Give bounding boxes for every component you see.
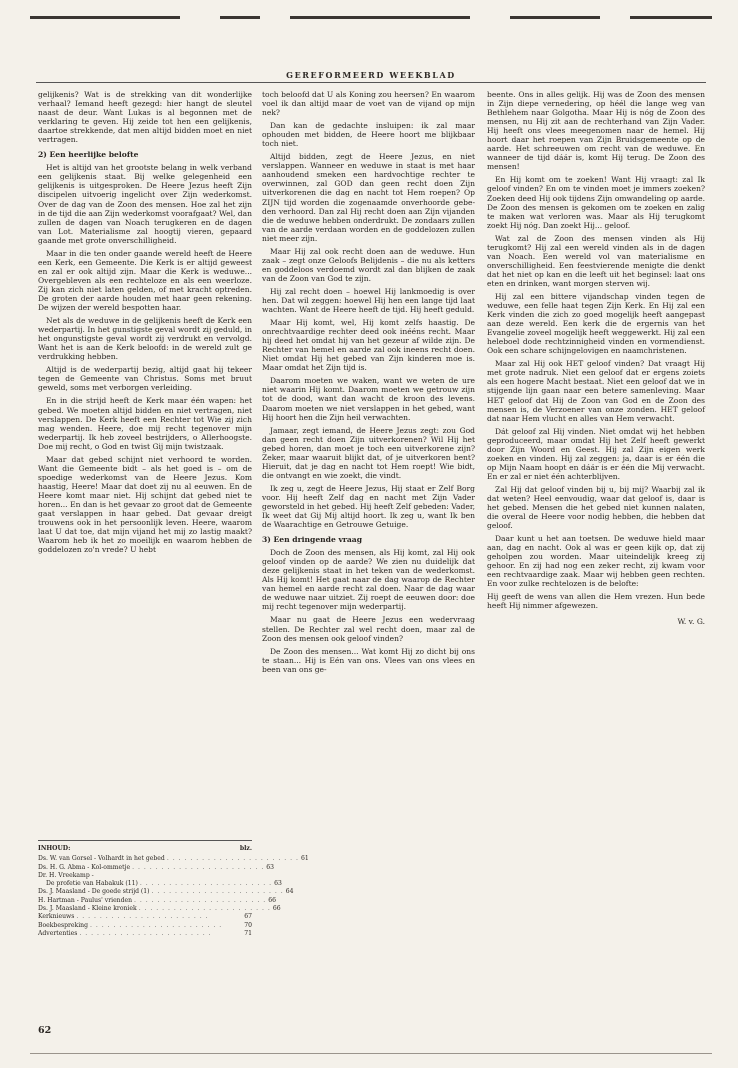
toc-leader-dots: . . . . . . . . . . . . . . . . . . . . . . . xyxy=(134,896,267,904)
paragraph: Net als de weduwe in de gelijkenis heeft de Kerk een wederpartij. In het gunstigste geval wordt zij geduld, in het ongunstigste geval wordt zij verdrukt en vervolgd. Want het is aan de Kerk beloofd: in de wereld zult ge verdrukking hebben. xyxy=(38,316,253,362)
paragraph: Maar Hij zal ook recht doen aan de weduwe. Hun zaak – zegt onze Geloofs Belijdenis – die nu als ketters en goddeloos verdoemd wordt zal dan blijken de zaak van de Zoon van God te zijn. xyxy=(262,246,475,283)
toc-row xyxy=(38,913,252,921)
toc-leader-dots: . . . . . . . . . . . . . . . . . . . . . . . xyxy=(166,855,299,863)
toc-row xyxy=(38,922,252,930)
toc-heading: INHOUD: xyxy=(38,845,71,852)
closing-verse: Hij geeft de wens van allen die Hem vrezen. Hun bede heeft Hij nimmer afgewezen. xyxy=(487,592,705,611)
paragraph: Dan kan de gedachte insluipen: ik zal maar ophouden met bidden, de Heere hoort me blijkbaar toch niet. xyxy=(262,121,475,149)
toc-entry-page: 66 xyxy=(272,905,281,913)
column-2 xyxy=(262,90,475,678)
paragraph: Maar nu gaat de Heere Jezus een wedervraag stellen. De Rechter zal wel recht doen, maar zal de Zoon des mensen ook geloof vinden? xyxy=(262,615,475,643)
table-of-contents xyxy=(38,840,309,938)
toc-leader-dots: . . . . . . . . . . . . . . . . . . . . . . . xyxy=(138,905,271,913)
toc-entry-title: Ds. J. Maasland - Kleine kroniek xyxy=(38,905,137,913)
paragraph: Altijd bidden, zegt de Heere Jezus, en niet verslappen. Wanneer en weduwe in staat is met haar aanhoudend smeken een hardvochtige rechter te overwinnen, zal GOD dan geen recht doen Zijn uitverkorenen die dag en nacht tot Hem roepen? Op ZIJN tijd worden die zogenaamde onverhoorde gebeden verhoord. Dan zal Hij recht doen aan Zijn vijanden die de weduwe hebben onderdrukt. De zondaars zullen van de aarde verdaan worden en de goddelozen zullen niet meer zijn. xyxy=(262,152,475,243)
toc-entry-page: 66 xyxy=(268,896,276,904)
toc-entry-title: Kerknieuws xyxy=(38,913,75,921)
paragraph: Doch de Zoon des mensen, als Hij komt, zal Hij ook geloof vinden op de aarde? We zien nu duidelijk dat deze gelijkenis staat in het teken van de wederkomst. Als Hij komt! Het gaat naar de dag waarop de Rechter van hemel en aarde recht zal doen. Naar de dag waar de weduwe naar uitziet. Zij roept de eeuwen door: doe mij recht tegenover mijn wederpartij. xyxy=(262,548,475,612)
running-header: GEREFORMEERD WEEKBLAD xyxy=(286,70,456,80)
paragraph: gelijkenis? Wat is de strekking van dit wonderlijke verhaal? Iemand heeft gezegd: hier hangt de sleutel naast de deur. Want Lukas is al begonnen met de verklaring te geven. Hij zeide tot hen een gelijkenis, daartoe strekkende, dat men altijd bidden moet en niet vertragen. xyxy=(38,90,252,145)
toc-header xyxy=(38,845,252,853)
toc-leader-dots: . . . . . . . . . . . . . . . . . . . . . . . xyxy=(151,888,284,896)
toc-entry-page: 63 xyxy=(266,863,275,871)
toc-entry-title: H. Hartman - Paulus' vrienden xyxy=(38,896,133,904)
top-rule xyxy=(30,16,712,19)
paragraph: Maar zal Hij ook HET geloof vinden? Dat vraagt Hij met grote nadruk. Niet een geloof dat er ergens zoiets als een hogere Macht bestaat. Niet een geloof dat we in stijgende lijn gaan naar een betere samenleving. Maar HET geloof dat Hij de Zoon van God en de Zoon des mensen is, de Verzoener van onze zonden. HET geloof dat naar Hem vlucht en alles van Hem verwacht. xyxy=(487,359,705,423)
toc-entry-page: 61 xyxy=(301,855,309,863)
toc-leader-dots: . . . . . . . . . . . . . . . . . . . . . . . xyxy=(89,921,223,929)
toc-leader-dots xyxy=(96,872,250,880)
paragraph: Maar in die ten onder gaande wereld heeft de Heere een Kerk, een Gemeente. Die Kerk is er altijd geweest en zal er ook altijd zijn. Maar die Kerk is weduwe... Overgebleven als een rechteloze en als een weerloze. Zij kan zich niet laten gelden, of met kracht optreden. De groten der aarde houden met haar geen rekening. De wijzen der wereld bespotten haar. xyxy=(38,248,252,313)
column-1 xyxy=(38,90,252,558)
toc-entry-title: De profetie van Habakuk (11) xyxy=(46,880,138,888)
toc-row xyxy=(38,855,309,863)
toc-entry-page: 67 xyxy=(244,913,252,921)
paragraph: Maar Hij komt, wel, Hij komt zelfs haastig. De onrechtvaardige rechter deed ook inééns recht. Maar hij deed het omdat hij van het gezeur af wilde zijn. De Rechter van hemel en aarde zal ook ineens recht doen. Niet omdat Hij het gebed van Zijn kinderen moe is. Maar omdat het Zijn tijd is. xyxy=(262,318,475,373)
toc-entry-page: 63 xyxy=(274,880,282,888)
paragraph: beente. Ons in alles gelijk. Hij was de Zoon des mensen in Zijn diepe vernedering, op héél die lange weg van Bethlehem naar Golgotha. Maar Hij is nóg de Zoon des mensen, nu Hij zit aan de rechterhand van Zijn Vader. Hij heeft ons vlees meegenomen naar de hemel. Hij hoort daar het roepen van Zijn Bruidsgemeente op de aarde. Het schreeuwen om recht van de weduwe. En wanneer de tijd dáár is, komt Hij terug. De Zoon des mensen! xyxy=(487,90,705,172)
paragraph: Daarom moeten we waken, want we weten de ure niet waarin Hij komt. Daarom moeten we getrouw zijn tot de dood, want dan wacht de kroon des levens. Daarom moeten we niet verslappen in het gebed, want Hij hoort hen die Zijn heil verwachten. xyxy=(262,376,475,422)
toc-row xyxy=(38,896,276,905)
toc-rows xyxy=(38,855,309,938)
bottom-rule xyxy=(30,1053,712,1054)
toc-row xyxy=(38,888,294,896)
paragraph: Maar dat gebed schijnt niet verhoord te worden. Want die Gemeente bidt – als het goed is – om de spoedige wederkomst van de Heere Jezus. Kom haastig, Heere! Maar dat doet zij nu al eeuwen. En de Heere komt maar niet. Hij schijnt dat gebed niet te horen... En dan is het gevaar zo groot dat de Gemeente gaat verslappen in haar gebed. Dat gevaar dreigt trouwens ook in het persoonlijk leven. Heere, waarom laat U dat toe, dat mijn vijand het mij zo lastig maakt? Waarom heb ik het zo moeilijk en waarom hebben de goddelozen zo'n vrede? U hebt xyxy=(38,454,252,555)
toc-leader-dots: . . . . . . . . . . . . . . . . . . . . . . . xyxy=(132,863,265,871)
toc-page-label: blz. xyxy=(239,845,252,852)
toc-row xyxy=(38,930,252,938)
toc-rule xyxy=(38,840,252,841)
toc-row xyxy=(38,863,275,872)
toc-entry-page: 71 xyxy=(244,929,252,937)
page-number: 62 xyxy=(38,1025,52,1036)
toc-entry-title: Ds. J. Maasland - De goede strijd (1) xyxy=(38,888,150,896)
toc-leader-dots: . . . . . . . . . . . . . . . . . . . . . . . xyxy=(139,880,273,888)
paragraph: Het is altijd van het grootste belang in welk verband een gelijkenis staat. Bij welke gelegenheid een gelijkenis is uitgesproken. De Heere Jezus heeft Zijn discipelen uitvoerig ingelicht over Zijn wederkomst. Over de dag van de Zoon des mensen. Hoe zal het zijn in de tijd die aan Zijn wederkomst voorafgaat? Wel, dan zullen de dagen van Noach terugkeren en de dagen van Lot. Materialisme zal hoogtij vieren, gepaard gaande met grote onverschilligheid. xyxy=(38,163,252,245)
paragraph: De Zoon des mensen... Wat komt Hij zo dicht bij ons te staan... Hij is Eén van ons. Vlees van ons vlees en been van ons ge- xyxy=(262,646,475,674)
paragraph: En Hij komt om te zoeken! Want Hij vraagt: zal Ik geloof vinden? En om te vinden moet je immers zoeken? Zoeken deed Hij ook tijdens Zijn omwandeling op aarde. De Zoon des mensen is gekomen om te zoeken en zalig te maken wat verloren was. Maar als Hij terugkomt zoekt Hij nóg. Dan zoekt Hij... geloof. xyxy=(487,175,705,230)
section-heading: 2) Een heerlijke belofte xyxy=(38,150,139,160)
paragraph: Altijd is de wederpartij bezig, altijd gaat hij tekeer tegen de Gemeente van Christus. Soms met bruut geweld, soms met verborgen verleiding. xyxy=(38,365,252,393)
paragraph: Daar kunt u het aan toetsen. De weduwe hield maar aan, dag en nacht. Ook al was er geen kijk op, dat zij geholpen zou worden. Maar uiteindelijk kreeg zij gehoor. En zij had nog een zeker recht, zij kwam voor een rechtvaardige zaak. Maar wij hebben geen rechten. En voor zulke rechtelozen is de belofte: xyxy=(487,534,705,589)
paragraph: Ik zeg u, zegt de Heere Jezus, Hij staat er Zelf Borg voor. Hij heeft Zelf dag en nacht met Zijn Vader geworsteld in het gebed. Hij heeft Zelf gebeden: Vader, Ik weet dat Gij Mij altijd hoort. Ik zeg u, want Ik ben de Waarachtige en Getrouwe Getuige. xyxy=(262,483,475,530)
section-heading: 3) Een dringende vraag xyxy=(262,535,363,545)
paragraph: En in die strijd heeft de Kerk maar één wapen: het gebed. We moeten altijd bidden en niet vertragen, niet verslappen. De Kerk heeft een Rechter tot Wie zij zich mag wenden. Heere, doe mij recht tegenover mijn wederpartij. Ik heb zoveel bestrijders, o Allerhoogste. Doe mij recht, o God en twist Gij mijn twistzaak. xyxy=(38,396,252,451)
paragraph: Hij zal een bittere vijandschap vinden tegen de weduwe, een felle haat tegen Zijn Kerk. En Hij zal een Kerk vinden die zich zo goed mogelijk heeft aangepast aan deze wereld. Een kerk die de ergernis van het Evangelie zoveel mogelijk heeft weggewerkt. Hij zal een heleboel dode rechtzinnigheid vinden en vormendienst. Ook een schare schijngelovigen en naamchristenen. xyxy=(487,291,705,356)
header-rule xyxy=(36,82,706,83)
paragraph: Dát geloof zal Hij vinden. Niet omdat wij het hebben geproduceerd, maar omdat Hij het Zelf heeft gewerkt door Zijn Woord en Geest. Hij zal Zijn eigen werk zoeken en vinden. Hij zal zeggen: ja, daar is er één die op Mijn Naam hoopt en dáár is er één die Mij verwacht. En er zal er niet één achterblijven. xyxy=(487,426,705,481)
paragraph: Jamaar, zegt iemand, de Heere Jezus zegt: zou God dan geen recht doen Zijn uitverkorenen? Wil Hij het gebed horen, dan moet je toch een uitverkorene zijn? Zeker, maar waaruit blijkt dat, of je uitverkoren bent? Hieruit, dat je dag en nacht tot Hem roept! Wie bidt, die ontvangt en wie zoekt, die vindt. xyxy=(262,425,475,480)
toc-row xyxy=(38,905,281,913)
toc-entry-page: 70 xyxy=(244,921,252,929)
paragraph: toch beloofd dat U als Koning zou heersen? En waarom voel ik dan altijd maar de voet van de vijand op mijn nek? xyxy=(262,90,475,118)
toc-entry-title: Ds. H. G. Abma - Kol-ommetje xyxy=(38,863,131,871)
paragraph: Wat zal de Zoon des mensen vinden als Hij terugkomt? Hij zal een wereld vinden als in de dagen van Noach. Een wereld vol van materialisme en onverschilligheid. Een feestvierende menigte die denkt dat het niet op kan en die leeft uit het beginsel: laat ons eten en drinken, want morgen sterven wij. xyxy=(487,233,705,288)
toc-entry-title: Boekbespreking xyxy=(38,921,88,929)
toc-row xyxy=(38,872,252,880)
paragraph: Zal Hij dat geloof vinden bij u, bij mij? Waarbij zal ik dat weten? Heel eenvoudig, waar dat geloof is, daar is het gebed. Mensen die het gebed niet kunnen nalaten, die overal de Heere voor nodig hebben, die hebben dat geloof. xyxy=(487,484,705,531)
toc-entry-title: Ds. W. van Gorsel - Volhardt in het gebed xyxy=(38,855,165,863)
toc-leader-dots: . . . . . . . . . . . . . . . . . . . . . . . xyxy=(79,929,212,937)
column-3 xyxy=(487,90,705,626)
toc-entry-title: Dr. H. Vreekamp - xyxy=(38,871,94,879)
author-signature: W. v. G. xyxy=(677,616,705,626)
paragraph: Hij zal recht doen – hoewel Hij lankmoedig is over hen. Dat wil zeggen: hoewel Hij hen een lange tijd laat wachten. Want de Heere heeft de tijd. Hij heeft geduld. xyxy=(262,286,475,315)
toc-row xyxy=(38,880,282,888)
toc-entry-page: 64 xyxy=(285,888,294,896)
toc-leader-dots: . . . . . . . . . . . . . . . . . . . . . . . xyxy=(76,913,209,921)
toc-entry-title: Advertenties xyxy=(38,929,78,937)
